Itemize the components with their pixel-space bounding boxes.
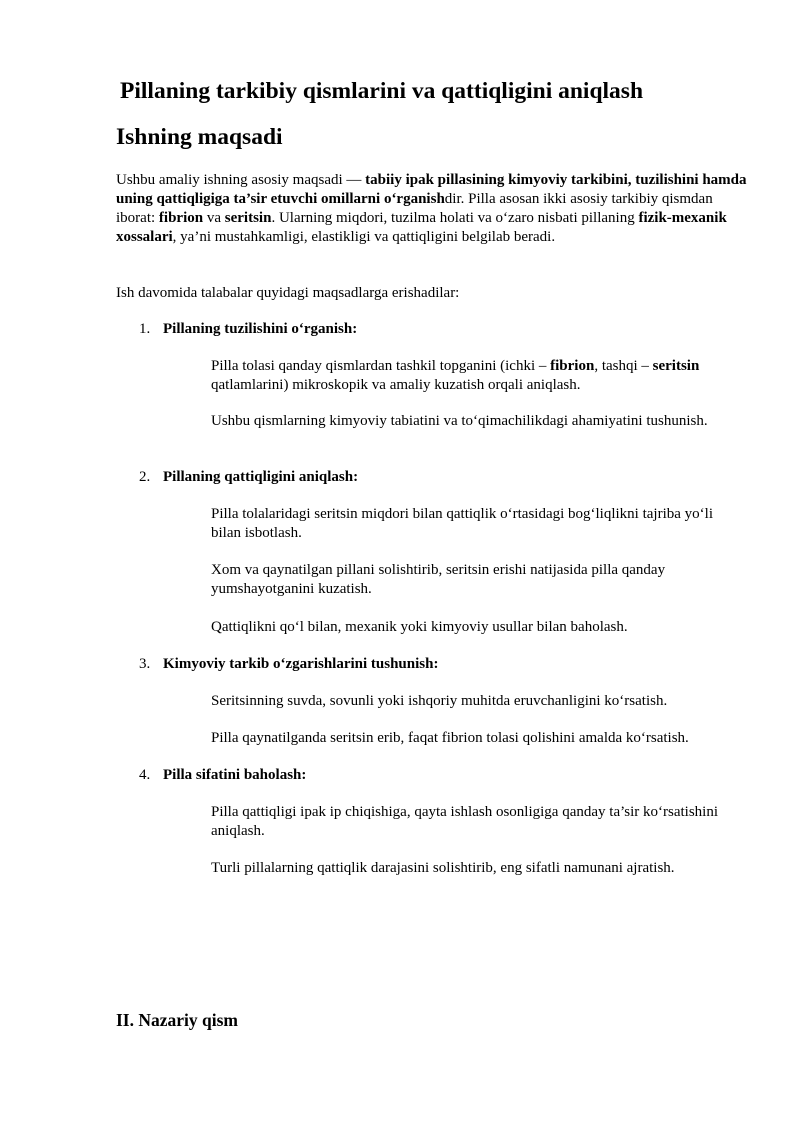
intro-bold-text: fibrion xyxy=(158,210,204,226)
intro-text: Ushbu amaliy ishning asosiy maqsadi — xyxy=(116,172,366,188)
detail-text: Pilla tolasi qanday qismlardan tashkil topganini (ichki – xyxy=(211,358,551,374)
list-item-detail: Pilla qattiqligi ipak ip chiqishiga, qayta ishlash osonligiga qanday ta’sir ko‘rsatishini aniqlash. xyxy=(211,804,719,839)
detail-bold-text: seritsin xyxy=(652,358,700,374)
detail-text: , tashqi – xyxy=(594,358,653,374)
intro-paragraph xyxy=(116,171,748,247)
list-item-detail: Pilla tolalaridagi seritsin miqdori bilan qattiqlik o‘rtasidagi bog‘liqlikni tajriba yo‘li bilan isbotlash. xyxy=(211,506,713,541)
list-item-number: 1. xyxy=(139,321,151,337)
list-item-detail: Ushbu qismlarning kimyoviy tabiatini va to‘qimachilikdagi ahamiyatini tushunish. xyxy=(211,413,708,429)
list-item-detail: Xom va qaynatilgan pillani solishtirib, seritsin erishi natijasida pilla qanday yumshayotganini kuzatish. xyxy=(211,562,666,597)
section-heading: II. Nazariy qism xyxy=(116,1010,239,1030)
intro-bold-text: tabiiy ipak pillasining kimyoviy tarkibini, tuzilishini hamda uning qattiqligiga ta’sir etuvchi omillarni o‘rganish xyxy=(116,172,747,207)
list-item xyxy=(139,468,358,487)
list-item-detail xyxy=(211,357,746,395)
list-item-detail: Turli pillalarning qattiqlik darajasini solishtirib, eng sifatli namunani ajratish. xyxy=(211,860,675,876)
goal-heading: Ishning maqsadi xyxy=(116,124,283,150)
list-item xyxy=(139,655,438,674)
list-item-number: 2. xyxy=(139,469,151,485)
intro-text: , ya’ni mustahkamligi, elastikligi va qattiqligini belgilab beradi. xyxy=(172,229,556,245)
intro-text: . Ularning miqdori, tuzilma holati va o‘zaro nisbati pillaning xyxy=(271,210,639,226)
list-item-title: Kimyoviy tarkib o‘zgarishlarini tushunish: xyxy=(163,656,439,672)
detail-bold-text: fibrion xyxy=(550,358,595,374)
list-item-detail: Seritsinning suvda, sovunli yoki ishqoriy muhitda eruvchanligini ko‘rsatish. xyxy=(211,693,668,709)
list-item-title: Pilla sifatini baholash: xyxy=(163,767,307,783)
list-item xyxy=(139,320,357,339)
list-item-detail: Qattiqlikni qo‘l bilan, mexanik yoki kimyoviy usullar bilan baholash. xyxy=(211,619,628,635)
list-item xyxy=(139,766,306,785)
document-title: Pillaning tarkibiy qismlarini va qattiqligini aniqlash xyxy=(120,78,644,104)
list-item-detail: Pilla qaynatilganda seritsin erib, faqat fibrion tolasi qolishini amalda ko‘rsatish. xyxy=(211,730,689,746)
list-item-title: Pillaning qattiqligini aniqlash: xyxy=(163,469,359,485)
list-item-number: 4. xyxy=(139,767,151,783)
list-item-title: Pillaning tuzilishini o‘rganish: xyxy=(163,321,358,337)
intro-bold-text: seritsin xyxy=(224,210,272,226)
intro-text: dir. Pilla asosan ikki asosiy tarkibiy qismdan iborat: xyxy=(116,191,713,226)
detail-text: qatlamlarini) mikroskopik va amaliy kuzatish orqali aniqlash. xyxy=(211,377,581,393)
intro-bold-text: fizik-mexanik xossalari xyxy=(116,210,727,245)
list-item-number: 3. xyxy=(139,656,151,672)
intro-text: va xyxy=(203,210,225,226)
lead-paragraph: Ish davomida talabalar quyidagi maqsadlarga erishadilar: xyxy=(116,285,460,301)
